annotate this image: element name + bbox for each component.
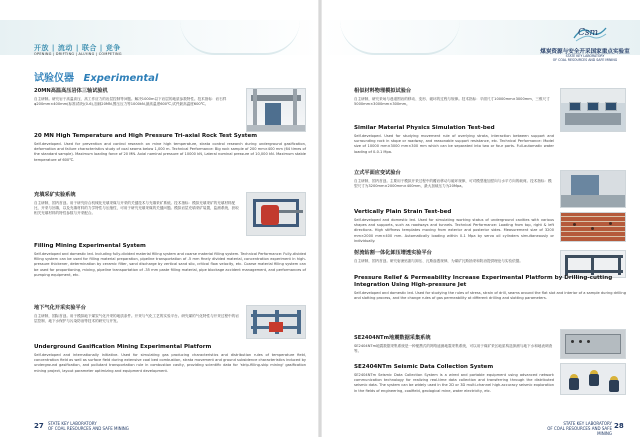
entry-cn-desc: 自主研制，国内首创。用于研究综合机械化充填采煤与开采的关键技术与充填采矿系统。技术指标：模拟充填采矿的充填材料配比、开采与回填，以及充填材料的力学特性与压缩性，可用于研究充填采煤的关键问题。模拟岩层充填采矿装置，监测系统，获取相关充填材料的特性参数与开采配合。 xyxy=(34,200,239,216)
entry-cn-title: 立式平面应变试验台 xyxy=(354,170,401,176)
section-title-cn: 试验仪器 xyxy=(34,73,74,84)
page-number-right: 28 xyxy=(614,422,624,430)
entry-cn-desc: SE2404NTm地震数据采集系统是一种便携式的网络遥测地震采集系统，可以用于煤矿采区地质构造探测与地下水和地表调查等。 xyxy=(354,343,553,353)
entry-en-title: Pressure Relief & Permeability Increase Experimental Platform by Drilling-cutting Integration Using High-pressure Jet xyxy=(354,275,613,288)
entry-cn-desc: 自主研制，研究采场与巷道围岩的移动、变形、破坏的过程与规律。技术指标：平面尺寸10000mm×3000mm，三维尺寸5000mm×3000mm×300mm。 xyxy=(354,96,550,106)
slogan-cn: 开放 | 流动 | 联合 | 竞争 xyxy=(34,44,121,52)
entry-cn-desc: 自主研制。研究岩于高温高压、高工作应力的岩层控制等问题。解决1000m以下岩层的地质参数特性。技术指标：岩石样φ200mm×400mm(标准试块)(0-6),加载20MN,围压压力等1000kN,最高温度600℃,试件最高温度600℃。 xyxy=(34,96,227,106)
entry-en-desc: SE2404NTm Seismic Data Collection System is a wired and portable equipment using advanced network communication technology for realizing real-time data collection and transferring through the distributed seismic data. The system can be widely used in the 2D or 3D multi-channel high-accuracy seismic exploration in the fields of engineering, coalfield, geological mine, water electricity, etc. xyxy=(354,372,554,393)
footer-lab-right xyxy=(542,422,612,436)
brick-model-photo xyxy=(560,212,626,242)
footer-lab-line2: OF COAL RESOURCES AND SAFE MINING xyxy=(547,425,612,436)
entry-en-title: Similar Material Physics Simulation Test-bed xyxy=(354,125,495,131)
entry-en-title: SE2404NTm Seismic Data Collection System xyxy=(354,364,494,370)
entry-cn-desc: 自主研制，国内首创。主要用于模拟开采过程中的覆岩移动与破坏规律，可对模型施加竖向与水平方向的载荷。技术指标：模型尺寸为3200mm×2000mm×400mm，最大加载压力为20Mpa。 xyxy=(354,178,552,188)
entry-en-title: Vertically Plain Strain Test-bed xyxy=(354,209,452,215)
plain-strain-photo xyxy=(560,170,626,208)
entry-en-desc: Self-developed and domestic led. Used for studying the rules of stress, strain of drill, seams around the flat slot and interior of a sample during drilling and slotting process, and the change rules of gas permeability at different drilling and slotting parameters. xyxy=(354,290,626,301)
entry-cn-title: 20MN高温高压岩体三轴试验机 xyxy=(34,88,108,94)
slogan-en: OPENING | DRIFTING | ALLYING | COMPETING xyxy=(34,52,122,56)
entry-en-desc: Self-developed and internationally initiative. Used for simulating gas producing characteristics and distribution rules of temperature field, concentration field as well as surface field during extensive coal bed combustion, strata movement and ground subsidence characteristics induced by underground gasification, and pollutant transportation rule in combustion cavity, providing scientific data for 'strip-filling-skip mining' gasification mining project, layout parameter optimizing and equipment development. xyxy=(34,352,306,373)
seismic-panel-photo xyxy=(560,329,626,359)
gasification-photo xyxy=(246,305,306,339)
triaxial-photo xyxy=(246,88,306,132)
entry-cn-title: 地下气化开采实验平台 xyxy=(34,305,86,311)
entry-cn-desc: 自主研制，国内首创。研究射流钻割与卸压、瓦斯渗透规律，为煤矿瓦斯抽采和防治提供理论与实验依据。 xyxy=(354,258,523,263)
entry-en-desc: Self-developed and domestic led. Including fully-divided material filling system and coarse material filling system. Technical Performance: Fully-divided filling system can be used for filling material preparation, pipeline transportation of -5 mm finely divided material, concentration experiment in high-pressure thickener, determination by ceramic filter, sand discharge by vertical sand silo, critical flow velocity, etc. Coarse material filling system can be used for proportioning, mixing, pipeline transportation of -35 mm paste filling material, pipe blockage accident management, and performances of pumping equipment, etc. xyxy=(34,251,306,277)
page-fold xyxy=(318,0,322,437)
footer-lab-line1: STATE KEY LABORATORY xyxy=(563,421,612,426)
page-number-left: 27 xyxy=(34,422,44,430)
header-curve xyxy=(340,20,460,55)
entry-en-desc: Self-developed and domestic led. Used for simulating working status of underground cavities with various shapes and supports, such as roadways and tunnels. Technical Performance: Loading from top, right & left directions. High stiffness templates moving from exterior and posterior sides. Measurement size of 3200 mm×2000 mm×400 mm. Automatically loading within 0-1 Mpa by servo oil cylinders simultaneously or individually. xyxy=(354,217,554,243)
right-page xyxy=(320,0,640,437)
entry-cn-title: SE2404NTm地震数据采集系统 xyxy=(354,335,431,341)
logo-en-line2: OF COAL RESOURCES AND SAFE MINING xyxy=(552,58,618,62)
logo-cn: 煤炭资源与安全开采国家重点实验室 xyxy=(540,49,630,55)
entry-en-title: Filling Mining Experimental System xyxy=(34,243,146,249)
logo-wordmark: Csm xyxy=(578,28,599,38)
entry-cn-title: 射流钻割一体化卸压增透实验平台 xyxy=(354,250,432,256)
entry-en-desc: Self-developed. Used for prevention and control research on mine high temperature, strata control research during underground gasification, deformation and failure characteristics study of coal seams below 1,000 m. Technical Performance: Big rock sample of 200 mm×400 mm (64 times of the standard sample). Maximum loading force of 20 MN. Axial nominal pressure of 10000 kN, Lateral nominal pressure of 10,000 kN. Maximum stable temperature of 600℃. xyxy=(34,141,306,162)
similar-material-photo xyxy=(560,88,626,132)
entry-en-desc: Self-developed. Used for studying movement rule of overlying strata, interaction between support and surrounding rock in stope or roadway, and reasonable support resistance, etc. Technical Performance: Model size of 10000 mm×3000 mm×300 mm which can be separated into two or four parts. Full-automatic water loading of 0-0.1 Mpa. xyxy=(354,133,554,154)
seismic-device-photo xyxy=(560,363,626,395)
footer-lab-line2: OF COAL RESOURCES AND SAFE MINING xyxy=(48,425,129,431)
filling-photo xyxy=(246,192,306,236)
logo-en-line1: STATE KEY LABORATORY xyxy=(565,54,605,58)
footer-lab-left xyxy=(48,422,129,432)
header-curve xyxy=(180,20,300,55)
entry-en-title: Underground Gasification Mining Experimental Platform xyxy=(34,344,212,350)
entry-cn-title: 充填采矿实验系统 xyxy=(34,192,76,198)
section-title xyxy=(34,69,158,84)
section-title-en: Experimental xyxy=(83,73,159,84)
entry-cn-desc: 自主研制，国际首创。用于模拟地下煤炭气化开采的地质条件。开采与气化工艺的实验平台。研究煤的气化特性与开采过程中的岩层控制、地下水保护与污染防治等技术的研究与开发。 xyxy=(34,313,239,323)
entry-en-title: 20 MN High Temperature and High Pressure Tri-axial Rock Test System xyxy=(34,133,258,139)
footer-lab-line1: STATE KEY LABORATORY xyxy=(48,421,97,426)
entry-cn-title: 相似材料物理模拟试验台 xyxy=(354,88,412,94)
